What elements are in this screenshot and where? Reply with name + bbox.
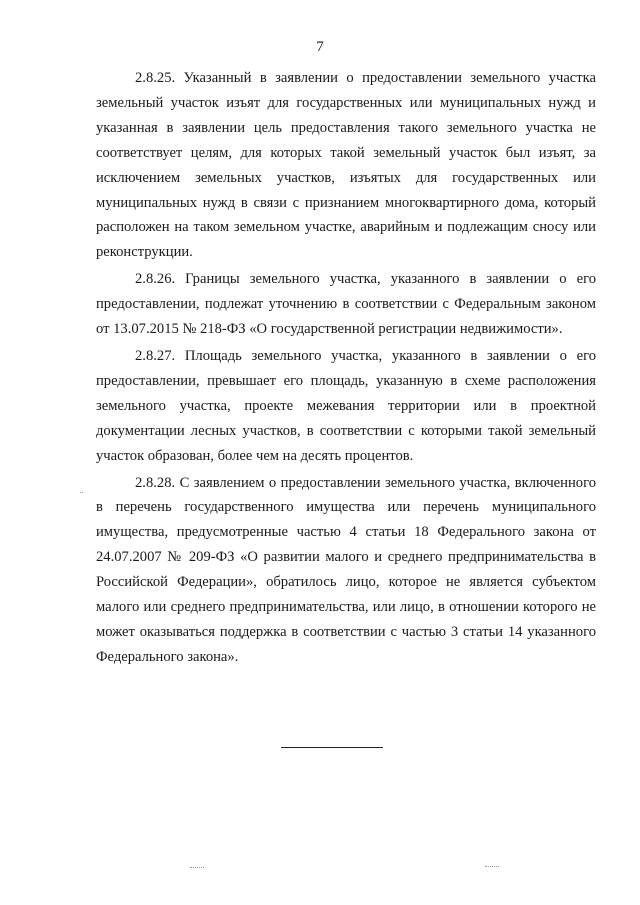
closing-divider-line: [281, 747, 383, 748]
page-number: 7: [316, 39, 324, 55]
paragraph-2-8-27: 2.8.27. Площадь земельного участка, указанного в заявлении о его предоставлении, превышает его площадь, указанную в схеме расположения земельного участка, проекте межевания территории или в проектной документации лесных участков, в соответствии с которыми такой земельный участок образован, более чем на десять процентов.: [96, 347, 596, 464]
document-body: [96, 66, 596, 672]
paragraph-2-8-26: 2.8.26. Границы земельного участка, указанного в заявлении о его предоставлении, подлежат уточнению в соответствии с Федеральным законом от 13.07.2015 № 218-ФЗ «О государственной регистрации недвижимости».: [96, 271, 596, 338]
scan-artifact: [190, 867, 204, 869]
scan-artifact: [485, 866, 499, 868]
paragraph-2-8-25: 2.8.25. Указанный в заявлении о предоставлении земельного участка земельный участок изъят для государственных или муниципальных нужд и указанная в заявлении цель предоставления такого земельного участка не соответствует целям, для которых такой земельный участок был изъят, за исключением земельных участков, изъятых для государственных или муниципальных нужд в связи с признанием многоквартирного дома, который расположен на таком земельном участке, аварийным и подлежащим сносу или реконструкции.: [96, 70, 596, 261]
scan-artifact: [80, 492, 83, 494]
paragraph-2-8-28: 2.8.28. С заявлением о предоставлении земельного участка, включенного в перечень государственного имущества или перечень муниципального имущества, предусмотренные частью 4 статьи 18 Федерального закона от 24.07.2007 № 209-ФЗ «О развитии малого и среднего предпринимательства в Российской Федерации», обратилось лицо, которое не является субъектом малого или среднего предпринимательства, или лицо, в отношении которого не может оказываться поддержка в соответствии с частью 3 статьи 14 указанного Федерального закона».: [96, 474, 596, 665]
